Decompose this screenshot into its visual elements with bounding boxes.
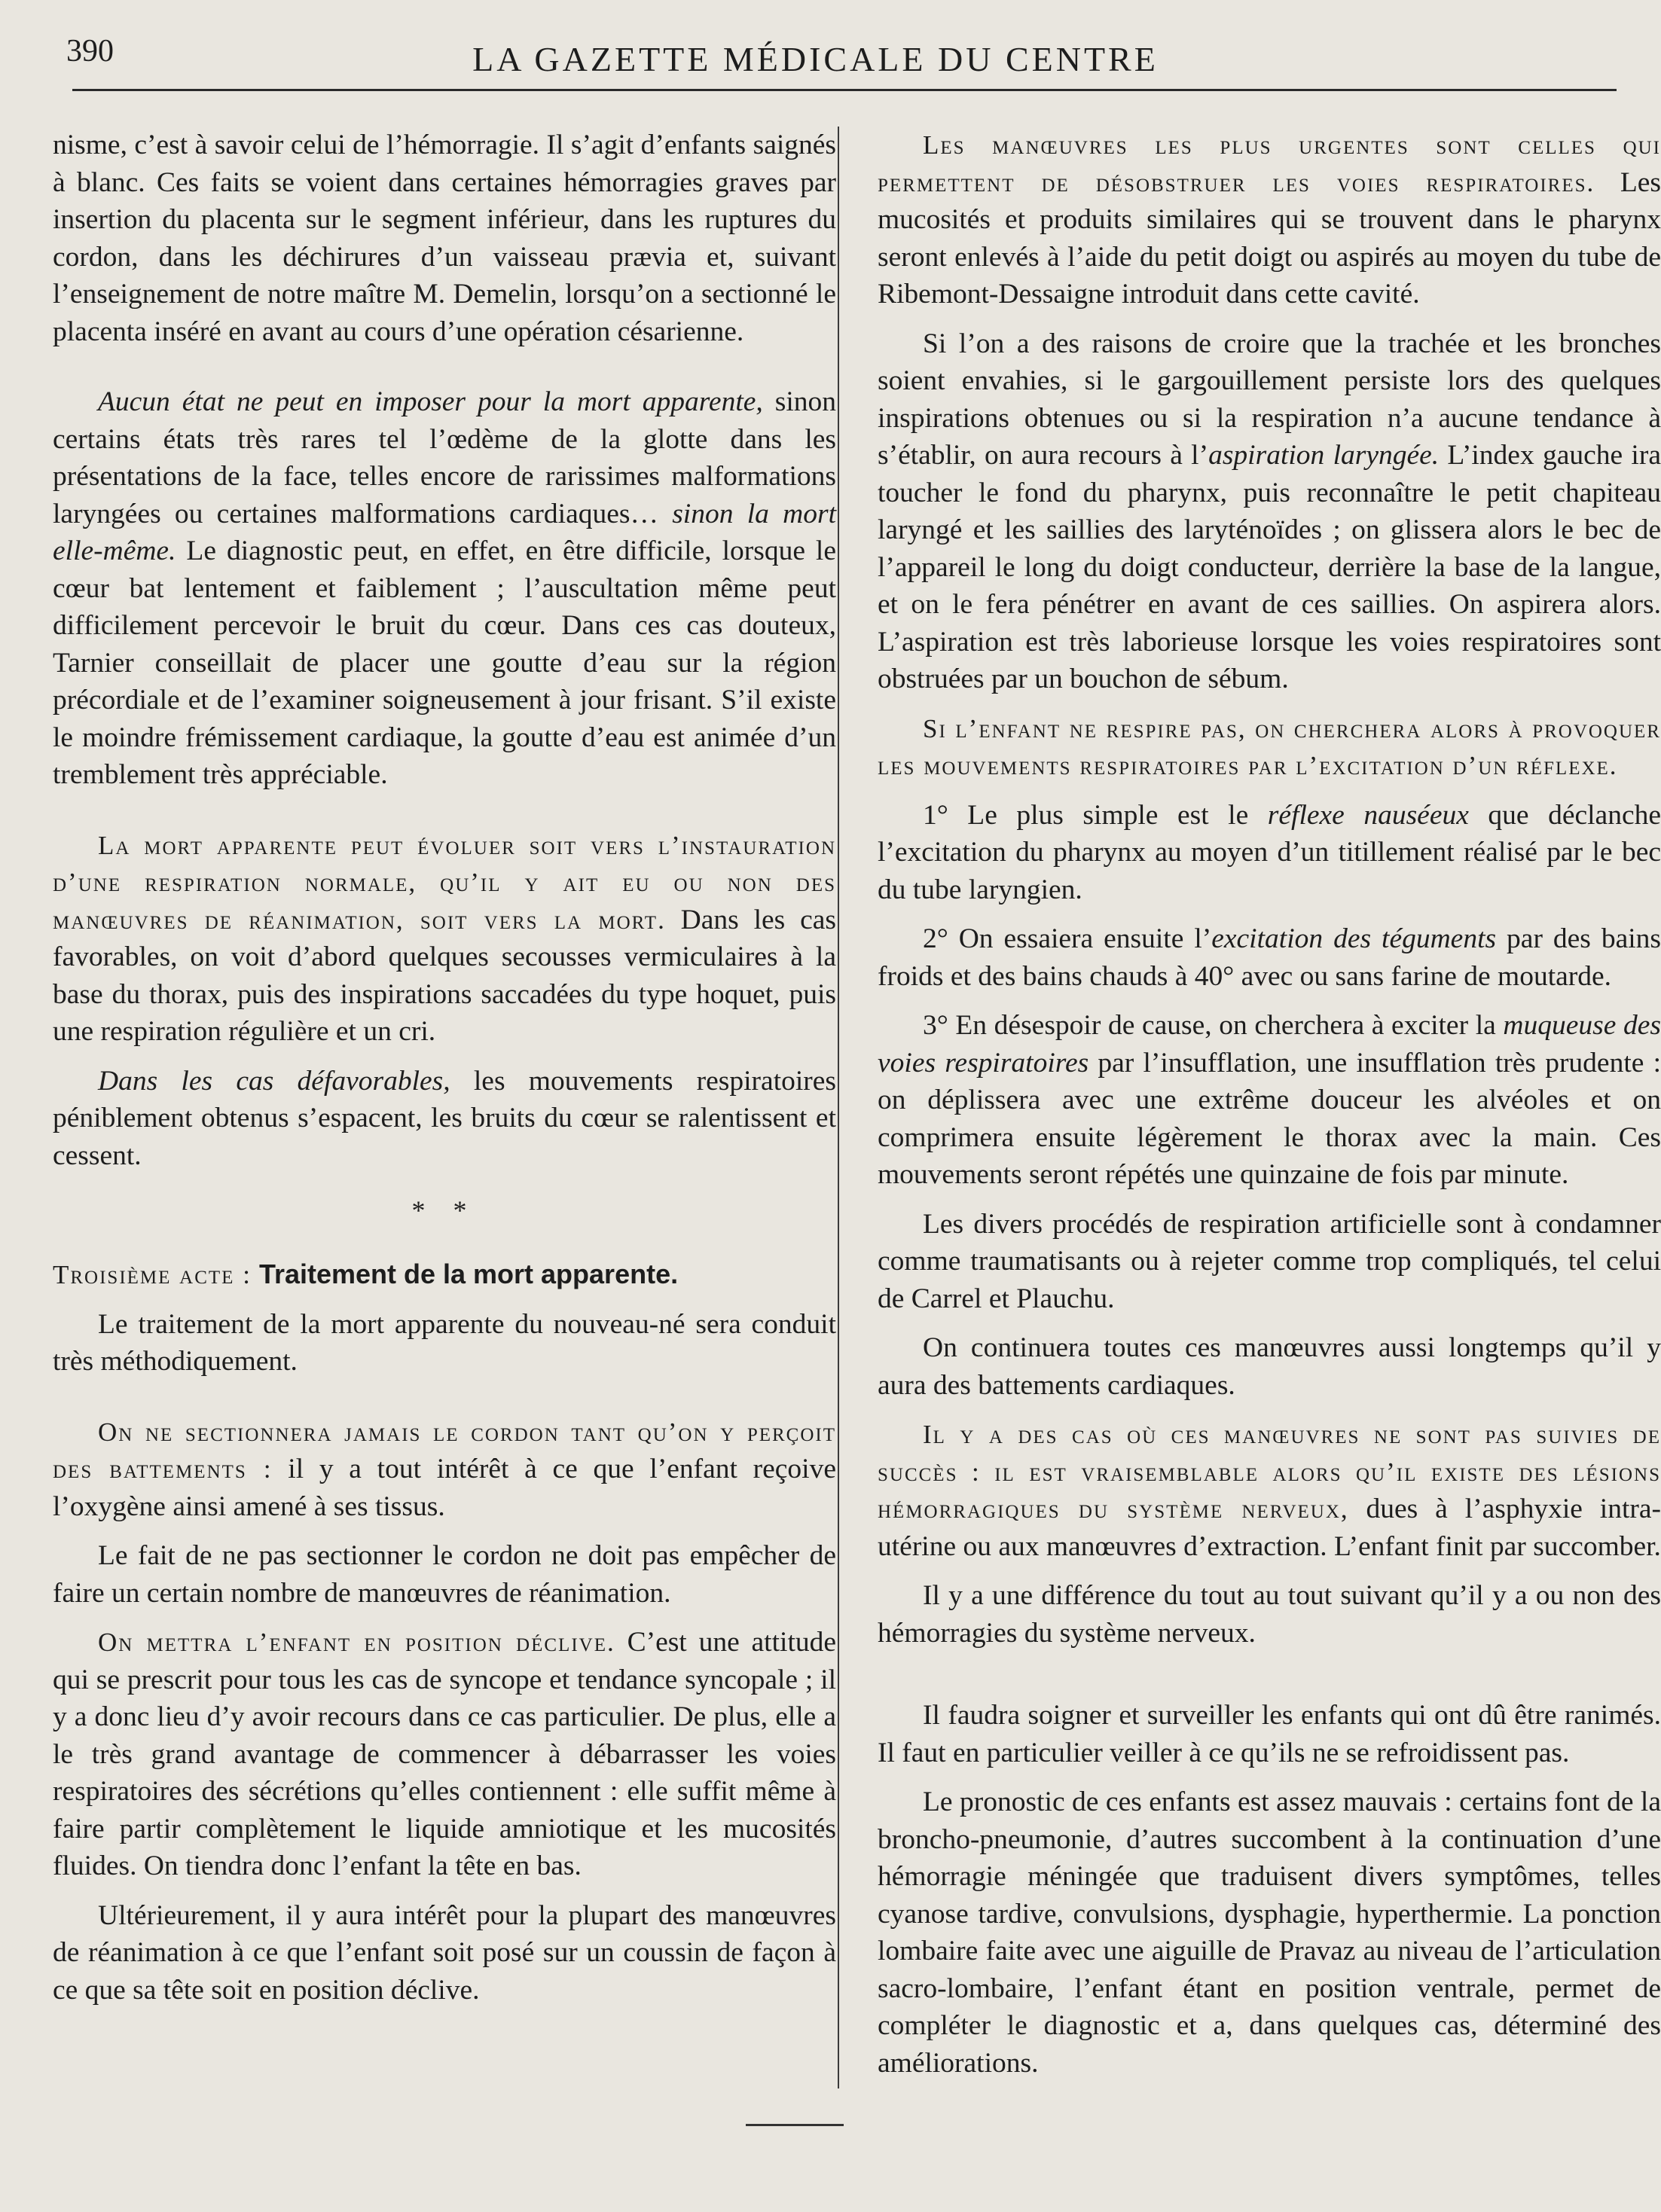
left-paragraph-2: Aucun état ne peut en imposer pour la mort apparente, sinon certains états très rares tel l’œdème de la glotte dans les présentations de la face, telles encore de rarissimes malformations laryngées ou certaines malformations cardiaques… sinon la mort elle-même. Le diagnostic peut, en effet, en être difficile, lorsque le cœur bat lentement et faiblement ; l’auscultation même peut difficilement percevoir le bruit du cœur. Dans ces cas douteux, Tarnier conseillait de placer une goutte d’eau sur la région précordiale et de l’examiner soigneusement à jour frisant. S’il existe le moindre frémissement cardiaque, la goutte d’eau est animée d’un tremblement très appréciable.: [53, 386, 837, 790]
left-paragraph-5: Le traitement de la mort apparente du nouveau-né sera conduit très méthodiquement.: [53, 1308, 836, 1377]
journal-title: LA GAZETTE MÉDICALE DU CENTRE: [472, 40, 1159, 78]
left-paragraph-6: On ne sectionnera jamais le cordon tant qu’on y perçoit des battements : il y a tout intérêt à ce que l’enfant reçoive l’oxygène ainsi amené à ses tissus.: [53, 1417, 836, 1522]
right-paragraph-11: Il faudra soigner et surveiller les enfants qui ont dû être ranimés. Il faut en particulier veiller à ce qu’ils ne se refroidissent pas.: [878, 1700, 1661, 1768]
header-rule: [72, 89, 1617, 91]
left-paragraph-7: Le fait de ne pas sectionner le cordon ne doit pas empêcher de faire un certain nombre de manœuvres de réanimation.: [53, 1540, 836, 1609]
right-paragraph-7: Les divers procédés de respiration artificielle sont à condamner comme traumatisants ou à rejeter comme trop compliqués, tel celui de Carrel et Plauchu.: [878, 1208, 1661, 1314]
page-number: 390: [66, 34, 114, 69]
left-paragraph-3: La mort apparente peut évoluer soit vers l’instauration d’une respiration normale, qu’il y ait eu ou non des manœuvres de réanimation, soit vers la mort. Dans les cas favorables, on voit d’abord quelques secousses vermiculaires à la base du thorax, puis des inspirations saccadées du type hoquet, puis une respiration régulière et un cri.: [53, 830, 837, 1047]
right-paragraph-10: Il y a une différence du tout au tout suivant qu’il y a ou non des hémorragies du système nerveux.: [878, 1580, 1661, 1649]
right-paragraph-9: Il y a des cas où ces manœuvres ne sont pas suivies de succès : il est vraisemblable alors qu’il existe des lésions hémorragiques du système nerveux, dues à l’asphyxie intra-utérine ou aux manœuvres d’extraction. L’enfant finit par succomber.: [878, 1420, 1661, 1562]
act-label: Troisième acte :: [53, 1260, 252, 1289]
right-paragraph-12: Le pronostic de ces enfants est assez mauvais : certains font de la broncho-pneumonie, d’autres succombent à la continuation d’une hémorragie méningée que traduisent divers symptômes, telles cyanose tardive, convulsions, dysphagie, hyperthermie. La ponction lombaire faite avec une aiguille de Pravaz au niveau de l’articulation sacro-lombaire, l’enfant étant en position ventrale, permet de compléter le diagnostic et a, dans quelques cas, déterminé des améliorations.: [878, 1786, 1661, 2079]
right-paragraph-6: 3° En désespoir de cause, on cherchera à exciter la muqueuse des voies respiratoires par l’insufflation, une insufflation très prudente : on déplissera avec une extrême douceur les alvéoles et on comprimera ensuite légèrement le thorax avec la main. Ces mouvements seront répétés une quinzaine de fois par minute.: [878, 1010, 1661, 1190]
right-paragraph-8: On continuera toutes ces manœuvres aussi longtemps qu’il y aura des battements cardiaques.: [878, 1332, 1661, 1401]
left-paragraph-4: Dans les cas défavorables, les mouvements respiratoires péniblement obtenus s’espacent, les bruits du cœur se ralentissent et cessent.: [53, 1065, 837, 1171]
column-separator: [838, 127, 839, 2088]
right-column: [878, 127, 1661, 2094]
right-paragraph-1: Les manœuvres les plus urgentes sont celles qui permettent de désobstruer les voies respiratoires. Les mucosités et produits similaires qui se trouvent dans le pharynx seront enlevés à l’aide du petit doigt ou aspirés au moyen du tube de Ribemont-Dessaigne introduit dans cette cavité.: [878, 130, 1661, 310]
right-paragraph-4: 1° Le plus simple est le réflexe nauséeux que déclanche l’excitation du pharynx au moyen d’un titillement réalisé par le bec du tube laryngien.: [878, 799, 1661, 905]
left-column: [53, 127, 836, 2021]
left-paragraph-9: Ultérieurement, il y aura intérêt pour la plupart des manœuvres de réanimation à ce que l’enfant soit posé sur un coussin de façon à ce que sa tête soit en position déclive.: [53, 1899, 836, 2006]
left-paragraph-8: On mettra l’enfant en position déclive. C’est une attitude qui se prescrit pour tous les cas de syncope et tendance syncopale ; il y a donc lieu d’y avoir recours dans ce cas particulier. De plus, elle a le très grand avantage de commencer à débarrasser les voies respiratoires des sécrétions qu’elles contiennent : elle suffit même à faire partir complètement le liquide amniotique et les mucosités fluides. On tiendra donc l’enfant la tête en bas.: [53, 1627, 837, 1881]
right-paragraph-3: Si l’enfant ne respire pas, on cherchera alors à provoquer les mouvements respiratoires par l’excitation d’un réflexe.: [878, 713, 1661, 780]
act-title: Traitement de la mort apparente.: [251, 1259, 679, 1289]
section-heading: [53, 1256, 836, 1294]
right-paragraph-5: 2° On essaiera ensuite l’excitation des téguments par des bains froids et des bains chauds à 40° avec ou sans farine de moutarde.: [878, 923, 1661, 992]
italic-lead: Aucun état ne peut en imposer pour la mort apparente,: [98, 386, 763, 417]
left-paragraph-1: nisme, c’est à savoir celui de l’hémorragie. Il s’agit d’enfants saignés à blanc. Ces faits se voient dans certaines hémorragies graves par insertion du placenta sur le segment inférieur, dans les ruptures du cordon, dans les déchirures d’un vaisseau prævia et, suivant l’enseignement de notre maître M. Demelin, lorsqu’on a sectionné le placenta inséré en avant au cours d’une opération césarienne.: [53, 130, 836, 347]
section-stars: * *: [411, 1195, 478, 1225]
smallcaps-lead: La mort apparente peut évoluer soit vers l’instauration d’une respiration normale, qu’il y ait eu ou non des manœuvres de réanimation, soit vers la mort.: [53, 830, 837, 935]
footer-rule: [746, 2124, 844, 2126]
right-paragraph-2: Si l’on a des raisons de croire que la trachée et les bronches soient envahies, si le gargouillement persiste lors des quelques inspirations obtenues ou si la respiration n’a aucune tendance à s’établir, on aura recours à l’aspiration laryngée. L’index gauche ira toucher le fond du pharynx, puis reconnaître le petit chapiteau laryngé et les saillies des laryténoïdes ; on glissera alors le bec de l’appareil le long du doigt conducteur, derrière la base de la langue, et on le fera pénétrer en avant de ces saillies. On aspirera alors. L’aspiration est très laborieuse lorsque les voies respiratoires sont obstruées par un bouchon de sébum.: [878, 328, 1661, 694]
